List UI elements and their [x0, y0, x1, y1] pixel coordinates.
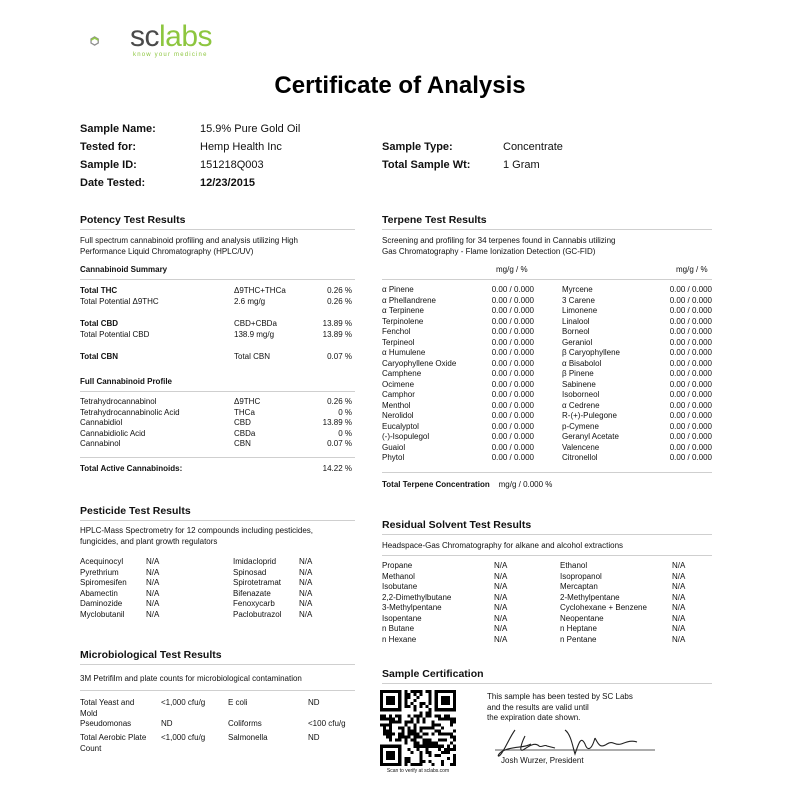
table-row [560, 624, 702, 635]
divider [382, 229, 712, 230]
divider [80, 690, 355, 691]
row-name: Myclobutanil [80, 609, 125, 619]
table-row [562, 432, 712, 443]
row-value: 0.00 / 0.000 [491, 337, 534, 347]
table-row [560, 572, 702, 583]
pesticide-table-left [80, 557, 176, 620]
table-row [382, 411, 534, 422]
row-name: Guaiol [382, 442, 406, 452]
row-name: α Phellandrene [382, 295, 436, 305]
sample-name-value: 15.9% Pure Gold Oil [200, 123, 301, 135]
qr-code-icon[interactable] [380, 690, 456, 766]
row-value: 0.00 / 0.000 [669, 400, 712, 410]
tested-for-label: Tested for: [80, 141, 137, 153]
row-value: 0.00 / 0.000 [491, 348, 534, 357]
micro-row-coliforms-label: Coliforms [228, 719, 262, 728]
table-row [382, 359, 534, 370]
row-value: 0.00 / 0.000 [491, 358, 534, 368]
table-row [80, 589, 176, 600]
divider [80, 229, 355, 230]
table-row: Total Potential Δ9THC 2.6 mg/g 0.26 % [80, 296, 352, 306]
table-row [382, 614, 560, 625]
table-row: Total CBD CBD+CBDa 13.89 % [80, 319, 352, 328]
row-value: N/A [672, 603, 686, 612]
micro-row-pseudomonas-value: ND [161, 719, 173, 728]
row-name: Spinosad [233, 567, 267, 577]
row-name: Propane [382, 561, 413, 570]
divider [80, 664, 355, 665]
row-name: p-Cymene [562, 421, 599, 431]
row-name: Cyclohexane + Benzene [560, 603, 647, 612]
row-name: Terpinolene [382, 316, 424, 326]
row-name: α Pinene [382, 285, 414, 294]
row-value: N/A [672, 613, 686, 623]
table-row [80, 610, 176, 621]
row-value: 0.00 / 0.000 [491, 379, 534, 389]
pesticide-description: HPLC-Mass Spectrometry for 12 compounds including pesticides, fungicides, and plant growth regulators [80, 526, 313, 546]
row-name: 2,2-Dimethylbutane [382, 592, 452, 602]
table-row [382, 635, 560, 646]
solvent-table-right [560, 561, 702, 645]
table-row [80, 599, 176, 610]
table-row [562, 422, 712, 433]
table-row [382, 453, 534, 464]
potency-section-title: Potency Test Results [80, 214, 186, 226]
row-name: α Humulene [382, 348, 426, 357]
table-row [382, 369, 534, 380]
table-row [233, 589, 329, 600]
micro-row-ecoli-label: E coli [228, 698, 248, 707]
table-row [562, 453, 712, 464]
row-value: N/A [299, 557, 313, 566]
row-name: Daminozide [80, 599, 123, 608]
table-row [382, 285, 534, 296]
row-name: Fenoxycarb [233, 599, 275, 608]
row-name: Eucalyptol [382, 421, 419, 431]
row-name: 2-Methylpentane [560, 592, 620, 602]
row-value: N/A [146, 588, 160, 598]
divider [80, 279, 355, 280]
row-value: N/A [146, 599, 160, 608]
row-value: 0.00 / 0.000 [669, 390, 712, 399]
table-row [382, 572, 560, 583]
row-value: 0.00 / 0.000 [669, 348, 712, 357]
row-value: 0.00 / 0.000 [669, 316, 712, 326]
table-row [382, 582, 560, 593]
row-name: α Bisabolol [562, 358, 602, 368]
sclabs-logo-icon [90, 23, 126, 59]
row-value: N/A [494, 624, 508, 633]
table-row [382, 593, 560, 604]
table-row [382, 401, 534, 412]
date-tested-label: Date Tested: [80, 177, 146, 189]
table-row: Total THC Δ9THC+THCa 0.26 % [80, 286, 352, 295]
table-row: Cannabinol CBN 0.07 % [80, 439, 352, 448]
divider [382, 683, 712, 684]
page-title: Certificate of Analysis [274, 72, 526, 99]
table-row [382, 422, 534, 433]
table-row: Total Potential CBD 138.9 mg/g 13.89 % [80, 329, 352, 339]
sample-name-label: Sample Name: [80, 123, 156, 135]
table-row [560, 603, 702, 614]
micro-section-title: Microbiological Test Results [80, 649, 222, 661]
row-name: 3-Methylpentane [382, 603, 442, 612]
row-name: Ethanol [560, 561, 588, 570]
row-value: N/A [299, 609, 313, 619]
terpene-section-title: Terpene Test Results [382, 214, 487, 226]
row-name: Limonene [562, 306, 598, 315]
sample-weight-value: 1 Gram [503, 159, 540, 171]
cannabinoid-summary-title: Cannabinoid Summary [80, 265, 168, 274]
table-row [382, 443, 534, 454]
row-value: N/A [672, 592, 686, 602]
table-row [382, 432, 534, 443]
row-value: 0.00 / 0.000 [669, 442, 712, 452]
table-row [562, 411, 712, 422]
terpene-unit-header-left: mg/g / % [496, 265, 528, 274]
table-row [233, 610, 329, 621]
row-value: 0.00 / 0.000 [491, 327, 534, 336]
table-row: Cannabidiolic Acid CBDa 0 % [80, 428, 352, 438]
total-active-value: 14.22 % [322, 464, 352, 473]
row-name: Geraniol [562, 337, 593, 347]
row-value: 0.00 / 0.000 [491, 432, 534, 441]
table-row [80, 568, 176, 579]
micro-row-aerobic-label: Total Aerobic Plate Count [80, 733, 147, 753]
terpene-total: Total Terpene Concentration mg/g / 0.000 % [382, 480, 553, 489]
row-name: Fenchol [382, 327, 411, 336]
row-name: Acequinocyl [80, 557, 124, 566]
terpene-description: Screening and profiling for 34 terpenes found in Cannabis utilizing Gas Chromatography - Flame Ionization Detection (GC-FID) [382, 236, 616, 256]
certification-section-title: Sample Certification [382, 668, 484, 680]
row-name: Isopropanol [560, 571, 602, 581]
divider [382, 279, 712, 280]
row-value: N/A [494, 634, 508, 644]
row-value: 0.00 / 0.000 [669, 379, 712, 389]
table-row [562, 359, 712, 370]
divider [382, 472, 712, 473]
table-row [382, 603, 560, 614]
row-value: 0.00 / 0.000 [491, 390, 534, 399]
table-row [382, 296, 534, 307]
row-name: Camphene [382, 369, 422, 378]
table-row [562, 317, 712, 328]
row-value: 0.00 / 0.000 [491, 421, 534, 431]
row-name: Myrcene [562, 285, 593, 294]
row-name: Menthol [382, 400, 411, 410]
table-row [560, 582, 702, 593]
table-row [562, 348, 712, 359]
sample-id-label: Sample ID: [80, 159, 137, 171]
row-name: Ocimene [382, 379, 415, 389]
table-row: Tetrahydrocannabinolic Acid THCa 0 % [80, 407, 352, 417]
full-profile-title: Full Cannabinoid Profile [80, 377, 172, 386]
row-value: N/A [672, 634, 686, 644]
row-name: Caryophyllene Oxide [382, 358, 457, 368]
row-value: 0.00 / 0.000 [669, 432, 712, 441]
row-name: Valencene [562, 442, 600, 452]
row-name: Linalool [562, 316, 590, 326]
table-row [382, 317, 534, 328]
table-row [233, 578, 329, 589]
table-row [233, 568, 329, 579]
divider [382, 555, 712, 556]
row-value: N/A [494, 561, 508, 570]
row-value: 0.00 / 0.000 [491, 453, 534, 462]
row-value: N/A [146, 609, 160, 619]
cannabinoid-profile-table [80, 397, 352, 450]
row-value: N/A [672, 582, 686, 591]
row-value: 0.00 / 0.000 [491, 369, 534, 378]
pesticide-table-right [233, 557, 329, 620]
row-value: N/A [494, 603, 508, 612]
cannabinoid-summary-table [80, 286, 352, 363]
row-name: Nerolidol [382, 411, 414, 420]
row-name: Paclobutrazol [233, 609, 282, 619]
row-value: 0.00 / 0.000 [669, 327, 712, 336]
row-name: n Butane [382, 624, 415, 633]
row-value: N/A [299, 588, 313, 598]
row-value: 0.00 / 0.000 [491, 285, 534, 294]
row-name: Terpineol [382, 337, 415, 347]
table-row [80, 578, 176, 589]
row-name: Neopentane [560, 613, 604, 623]
table-row [562, 380, 712, 391]
micro-row-ecoli-value: ND [308, 698, 320, 707]
row-value: N/A [299, 578, 313, 587]
row-value: 0.00 / 0.000 [669, 358, 712, 368]
row-name: α Terpinene [382, 306, 424, 315]
table-row [562, 401, 712, 412]
row-name: Citronellol [562, 453, 598, 462]
micro-row-salmonella-value: ND [308, 733, 320, 742]
table-row [562, 338, 712, 349]
row-name: (-)-Isopulegol [382, 432, 430, 441]
row-name: Mercaptan [560, 582, 598, 591]
row-name: Spirotetramat [233, 578, 282, 587]
row-value: 0.00 / 0.000 [669, 411, 712, 420]
table-row [562, 285, 712, 296]
table-row: Tetrahydrocannabinol Δ9THC 0.26 % [80, 397, 352, 406]
sample-id-value: 151218Q003 [200, 159, 264, 171]
row-name: Spiromesifen [80, 578, 127, 587]
sample-weight-label: Total Sample Wt: [382, 159, 471, 171]
row-value: 0.00 / 0.000 [491, 295, 534, 305]
row-value: 0.00 / 0.000 [669, 421, 712, 431]
micro-row-aerobic-value: <1,000 cfu/g [161, 733, 206, 742]
row-value: 0.00 / 0.000 [669, 285, 712, 294]
row-name: 3 Carene [562, 295, 595, 305]
row-value: N/A [672, 624, 686, 633]
row-name: β Pinene [562, 369, 594, 378]
table-row [562, 369, 712, 380]
row-value: N/A [146, 578, 160, 587]
row-name: Isoborneol [562, 390, 600, 399]
table-row [562, 306, 712, 317]
table-row: Cannabidiol CBD 13.89 % [80, 418, 352, 427]
micro-row-yeast-value: <1,000 cfu/g [161, 698, 206, 707]
row-value: N/A [146, 557, 160, 566]
potency-description: Full spectrum cannabinoid profiling and analysis utilizing High Performance Liquid Chromatography (HPLC/UV) [80, 236, 298, 256]
row-name: Bifenazate [233, 588, 271, 598]
row-value: 0.00 / 0.000 [669, 453, 712, 462]
sample-type-value: Concentrate [503, 141, 563, 153]
table-row [560, 593, 702, 604]
row-value: 0.00 / 0.000 [491, 400, 534, 410]
micro-row-pseudomonas-label: Pseudomonas [80, 719, 132, 728]
row-name: Imidacloprid [233, 557, 277, 566]
row-value: N/A [672, 561, 686, 570]
signer-name: Josh Wurzer, President [501, 756, 584, 765]
table-row [382, 390, 534, 401]
row-name: n Pentane [560, 634, 597, 644]
row-name: Sabinene [562, 379, 596, 389]
row-value: 0.00 / 0.000 [491, 306, 534, 315]
table-row [562, 327, 712, 338]
solvent-table-left [382, 561, 560, 645]
certification-statement: This sample has been tested by SC Labs and the results are valid until the expiration date shown. [487, 692, 633, 722]
terpene-table-right [562, 285, 712, 464]
row-name: Borneol [562, 327, 590, 336]
table-row [562, 390, 712, 401]
row-value: N/A [299, 599, 313, 608]
row-value: 0.00 / 0.000 [669, 337, 712, 347]
row-value: 0.00 / 0.000 [491, 316, 534, 326]
row-value: N/A [672, 571, 686, 581]
table-row [382, 380, 534, 391]
row-value: N/A [146, 567, 160, 577]
table-row [560, 561, 702, 572]
row-name: n Hexane [382, 634, 417, 644]
row-name: β Caryophyllene [562, 348, 620, 357]
row-name: α Cedrene [562, 400, 600, 410]
table-row [382, 306, 534, 317]
row-value: 0.00 / 0.000 [669, 295, 712, 305]
micro-description: 3M Petrifilm and plate counts for microbiological contamination [80, 674, 302, 683]
qr-caption: Scan to verify at sclabs.com [386, 768, 450, 774]
row-name: Methanol [382, 571, 415, 581]
row-value: 0.00 / 0.000 [669, 369, 712, 378]
row-name: Isobutane [382, 582, 418, 591]
sample-type-label: Sample Type: [382, 141, 453, 153]
row-name: Phytol [382, 453, 405, 462]
divider [80, 391, 355, 392]
row-value: 0.00 / 0.000 [491, 411, 534, 420]
micro-row-salmonella-label: Salmonella [228, 733, 268, 742]
row-name: Isopentane [382, 613, 422, 623]
table-row [382, 561, 560, 572]
table-row [233, 599, 329, 610]
table-row [382, 327, 534, 338]
terpene-table-left [382, 285, 534, 464]
row-name: Pyrethrium [80, 567, 119, 577]
logo-tagline: know your medicine [133, 52, 208, 58]
row-name: n Heptane [560, 624, 597, 633]
pesticide-section-title: Pesticide Test Results [80, 505, 191, 517]
divider [80, 520, 355, 521]
solvent-description: Headspace-Gas Chromatography for alkane and alcohol extractions [382, 541, 624, 550]
row-value: N/A [494, 592, 508, 602]
table-row [382, 348, 534, 359]
table-row [560, 614, 702, 625]
table-row [80, 557, 176, 568]
table-row [562, 296, 712, 307]
table-row [382, 624, 560, 635]
table-row [233, 557, 329, 568]
table-row [560, 635, 702, 646]
solvent-section-title: Residual Solvent Test Results [382, 519, 532, 531]
row-value: N/A [494, 571, 508, 581]
micro-row-coliforms-value: <100 cfu/g [308, 719, 346, 728]
row-value: N/A [299, 567, 313, 577]
tested-for-value: Hemp Health Inc [200, 141, 282, 153]
divider [382, 534, 712, 535]
table-row [382, 338, 534, 349]
row-value: N/A [494, 613, 508, 623]
row-name: Geranyl Acetate [562, 432, 619, 441]
table-row: Total CBN Total CBN 0.07 % [80, 352, 352, 361]
date-tested-value: 12/23/2015 [200, 177, 256, 189]
row-name: Abamectin [80, 588, 118, 598]
row-name: Camphor [382, 390, 415, 399]
logo-wordmark: sclabs [130, 20, 213, 53]
table-row [562, 443, 712, 454]
total-active-label: Total Active Cannabinoids: [80, 464, 183, 473]
row-value: 0.00 / 0.000 [669, 306, 712, 315]
row-name: R-(+)-Pulegone [562, 411, 617, 420]
row-value: 0.00 / 0.000 [491, 442, 534, 452]
micro-row-yeast-label: Total Yeast and Mold [80, 698, 135, 718]
terpene-unit-header-right: mg/g / % [676, 265, 708, 274]
row-value: N/A [494, 582, 508, 591]
divider [80, 457, 355, 458]
